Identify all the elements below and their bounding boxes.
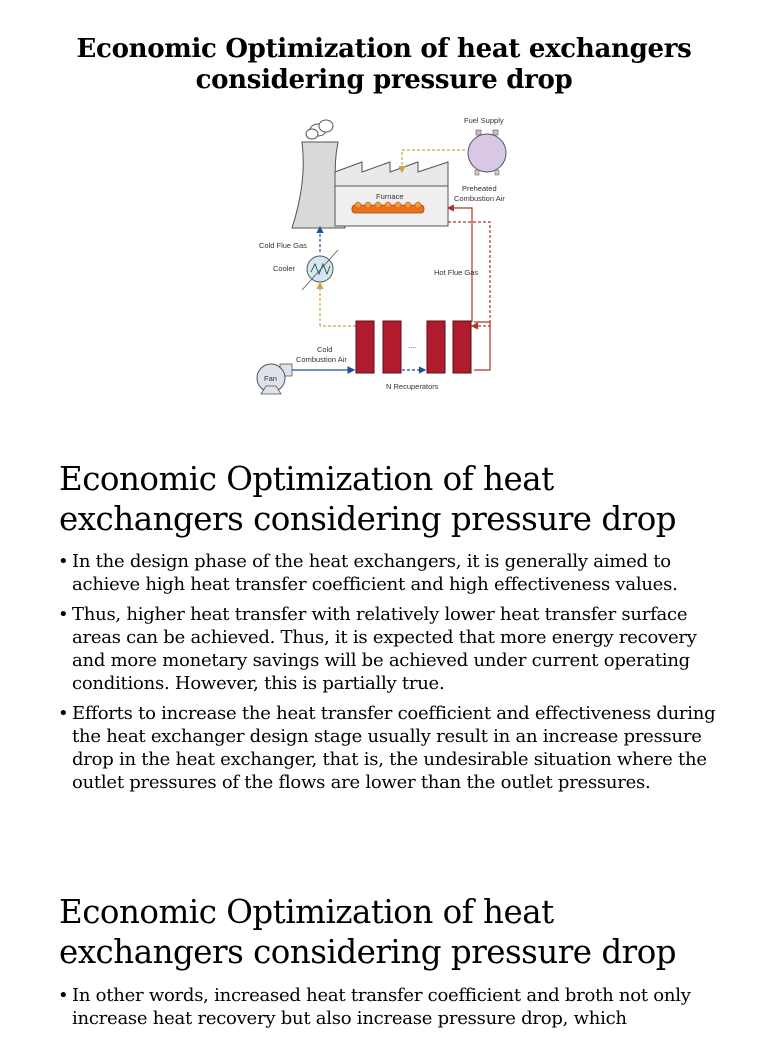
cold-flue-gas-label: Cold Flue Gas bbox=[259, 241, 307, 250]
combustion-air-label: Combustion Air bbox=[454, 194, 505, 203]
recuperators-label: N Recuperators bbox=[386, 382, 439, 391]
slide-2-heading: Economic Optimization of heat exchangers considering pressure drop bbox=[59, 893, 677, 971]
bullet-item: • Thus, higher heat transfer with relatively lower heat transfer surface areas can be achieved. Thus, it is expected that more energy recovery and more monetary savings will be achieved under current operating conditions. However, this is partially true. bbox=[58, 604, 697, 694]
hot-flue-gas-label: Hot Flue Gas bbox=[434, 268, 479, 277]
bullet-item: • Efforts to increase the heat transfer coefficient and effectiveness during the heat exchanger design stage usually result in an increase pressure drop in the heat exchanger, that is, the undesirable situation where the outlet pressures of the flows are lower than the outlet pressures. bbox=[58, 703, 716, 793]
slide-1-bullets bbox=[58, 550, 718, 801]
cooler-label: Cooler bbox=[273, 264, 296, 273]
bullet-item: • In the design phase of the heat exchangers, it is generally aimed to achieve high heat transfer coefficient and high effectiveness values. bbox=[58, 551, 678, 595]
furnace-building bbox=[335, 162, 448, 186]
furnace-label: Furnace bbox=[376, 192, 404, 201]
slide-2-bullets bbox=[58, 984, 718, 1037]
smoke-cloud bbox=[306, 120, 333, 139]
document-title: Economic Optimization of heat exchangers considering pressure drop bbox=[76, 34, 692, 95]
cold-label: Cold bbox=[317, 345, 333, 354]
bullet-item: • In other words, increased heat transfer coefficient and broth not only increase heat recovery but also increase pressure drop, which bbox=[58, 985, 691, 1029]
preheated-label: Preheated bbox=[462, 184, 497, 193]
fuel-tank bbox=[468, 134, 506, 172]
recuperator-dots: .... bbox=[408, 341, 417, 350]
cold-combustion-air-label: Combustion Air bbox=[296, 355, 347, 364]
fan-label: Fan bbox=[264, 374, 277, 383]
fuel-supply-label: Fuel Supply bbox=[464, 116, 504, 125]
heat-recovery-diagram bbox=[250, 112, 530, 404]
slide-1-heading: Economic Optimization of heat exchangers considering pressure drop bbox=[59, 460, 677, 538]
